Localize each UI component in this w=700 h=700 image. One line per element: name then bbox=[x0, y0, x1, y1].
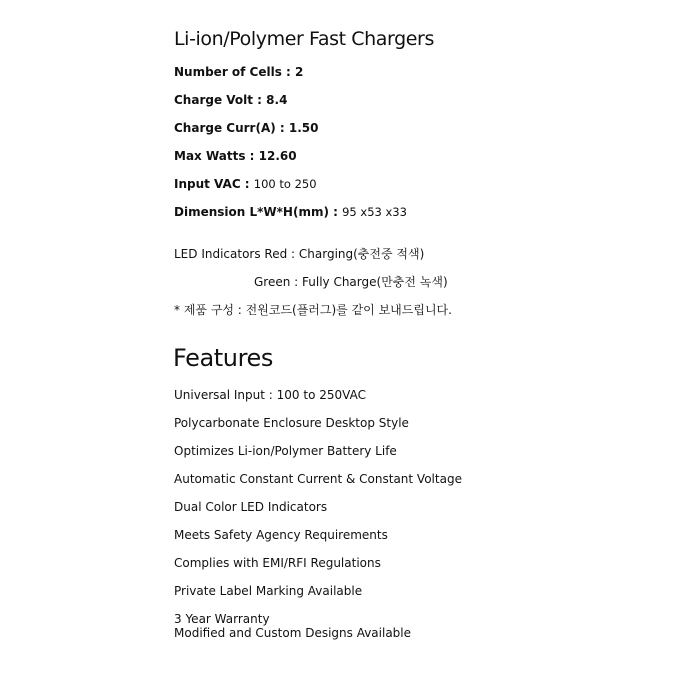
spec-value: 100 to 250 bbox=[253, 177, 317, 191]
spec-charge-volt bbox=[174, 92, 287, 108]
feature-item: Optimizes Li-ion/Polymer Battery Life bbox=[174, 444, 397, 458]
spec-max-watts bbox=[174, 148, 297, 164]
spec-value: 2 bbox=[295, 65, 304, 79]
spec-value: 8.4 bbox=[266, 93, 288, 107]
feature-item: Modified and Custom Designs Available bbox=[174, 626, 412, 640]
feature-item: 3 Year Warranty bbox=[174, 612, 270, 626]
spec-input-vac bbox=[174, 176, 317, 192]
page-title: Li-ion/Polymer Fast Chargers bbox=[174, 28, 434, 50]
spec-value: 12.60 bbox=[258, 149, 297, 163]
spec-label: Max Watts : bbox=[174, 149, 259, 163]
features-heading: Features bbox=[173, 344, 273, 372]
spec-value: 95 x53 x33 bbox=[342, 205, 407, 219]
spec-label: Charge Volt : bbox=[174, 93, 267, 107]
led-green-line: Green : Fully Charge(만충전 녹색) bbox=[254, 275, 448, 289]
spec-label: Number of Cells : bbox=[174, 65, 296, 79]
spec-label: Input VAC : bbox=[174, 177, 254, 191]
feature-item: Universal Input : 100 to 250VAC bbox=[174, 388, 366, 402]
spec-dimension bbox=[174, 204, 407, 220]
spec-label: Charge Curr(A) : bbox=[174, 121, 289, 135]
feature-item: Complies with EMI/RFI Regulations bbox=[174, 556, 381, 570]
spec-charge-curr bbox=[174, 120, 318, 136]
package-note: * 제품 구성 : 전원코드(플러그)를 같이 보내드립니다. bbox=[174, 303, 452, 317]
spec-value: 1.50 bbox=[288, 121, 319, 135]
feature-item: Automatic Constant Current & Constant Voltage bbox=[174, 472, 462, 486]
led-red-line: LED Indicators Red : Charging(충전중 적색) bbox=[174, 247, 425, 261]
feature-item: Polycarbonate Enclosure Desktop Style bbox=[174, 416, 409, 430]
feature-item: Private Label Marking Available bbox=[174, 584, 363, 598]
feature-item: Dual Color LED Indicators bbox=[174, 500, 328, 514]
feature-item: Meets Safety Agency Requirements bbox=[174, 528, 388, 542]
spec-label: Dimension L*W*H(mm) : bbox=[174, 205, 343, 219]
spec-number-of-cells bbox=[174, 64, 303, 80]
